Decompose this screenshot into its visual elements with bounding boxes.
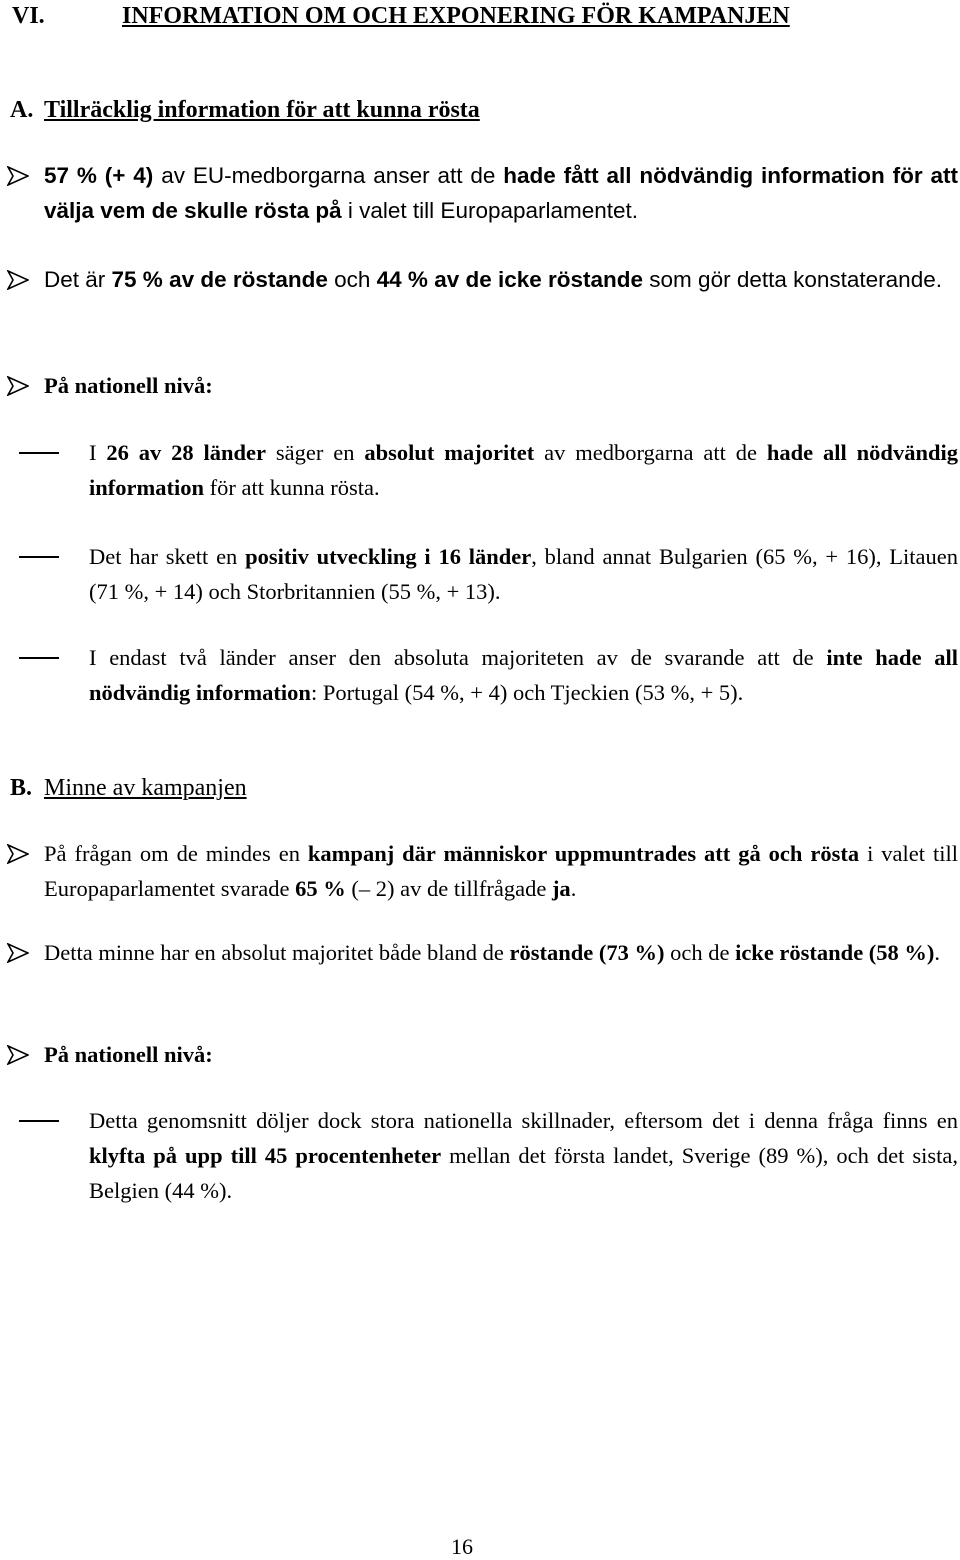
dash-text: Detta genomsnitt döljer dock stora nationella skillnader, eftersom det i denna fråga finns en bbox=[89, 1108, 958, 1133]
arrow-bullet-icon bbox=[7, 935, 31, 970]
dash-text: säger en bbox=[266, 440, 365, 465]
bullet-item bbox=[44, 935, 958, 970]
dash-text-bold: hade all nödvändig information bbox=[89, 440, 958, 500]
arrow-bullet-icon bbox=[7, 262, 31, 297]
bullet-text-bold: icke röstande (58 %) bbox=[735, 940, 935, 965]
subsection-letter: A. bbox=[10, 97, 34, 123]
subsection-letter: B. bbox=[10, 775, 33, 801]
dash-text: I endast två länder anser den absoluta majoriteten av de svarande att de bbox=[89, 645, 827, 670]
bullet-text-bold: På nationell nivå: bbox=[44, 373, 213, 398]
bullet-text: Detta minne har en absolut majoritet både bland de bbox=[44, 940, 510, 965]
bullet-text-bold: 57 % (+ 4) bbox=[44, 163, 154, 188]
bullet-text: och de bbox=[664, 940, 736, 965]
dash-text: mellan det första landet, Sverige (89 %), och det sista, Belgien (44 %). bbox=[89, 1143, 958, 1203]
bullet-text-bold: hade fått all nödvändig information för att välja vem de skulle rösta på bbox=[44, 163, 958, 223]
dash-text-bold: klyfta på upp till 45 procentenheter bbox=[89, 1143, 442, 1168]
dash-item bbox=[89, 539, 958, 609]
bullet-item bbox=[44, 1037, 958, 1072]
dash-bullet-icon bbox=[19, 452, 59, 454]
bullet-text-bold: kampanj där människor uppmuntrades att gå och rösta bbox=[307, 841, 860, 866]
arrow-bullet-icon bbox=[7, 368, 31, 403]
bullet-text-bold: På nationell nivå: bbox=[44, 1042, 213, 1067]
arrow-bullet-icon bbox=[7, 1037, 31, 1072]
bullet-text: som gör detta konstaterande. bbox=[643, 267, 942, 292]
bullet-text: (– 2) av de tillfrågade bbox=[345, 876, 552, 901]
bullet-text: . bbox=[934, 940, 941, 965]
bullet-text-bold: 75 % av de röstande bbox=[111, 267, 328, 292]
dash-item bbox=[89, 435, 958, 505]
dash-text: , bland annat Bulgarien (65 %, + 16), Litauen (71 %, + 14) och Storbritannien (55 %, + 13). bbox=[89, 544, 958, 604]
bullet-text-bold: ja bbox=[551, 876, 571, 901]
dash-bullet-icon bbox=[19, 556, 59, 558]
subsection-heading-a bbox=[10, 96, 480, 124]
dash-text: för att kunna rösta. bbox=[204, 475, 380, 500]
bullet-item bbox=[44, 368, 958, 403]
bullet-item bbox=[44, 836, 958, 906]
subsection-title: Minne av kampanjen bbox=[44, 775, 247, 801]
dash-text-bold: 26 av 28 länder bbox=[106, 440, 267, 465]
bullet-text-bold: 44 % av de icke röstande bbox=[376, 267, 644, 292]
dash-text-bold: inte hade all nödvändig information bbox=[89, 645, 959, 705]
dash-item bbox=[89, 640, 958, 710]
section-number: VI. bbox=[12, 3, 45, 29]
dash-text-bold: absolut majoritet bbox=[364, 440, 535, 465]
bullet-text: i valet till Europaparlamentet. bbox=[341, 198, 639, 223]
bullet-text: och bbox=[327, 267, 377, 292]
dash-text: I bbox=[89, 440, 107, 465]
bullet-text: Det är bbox=[44, 267, 112, 292]
bullet-text: På frågan om de mindes en bbox=[44, 841, 308, 866]
bullet-text-bold: röstande (73 %) bbox=[509, 940, 665, 965]
page-number: 16 bbox=[451, 1534, 473, 1559]
dash-text: Det har skett en bbox=[89, 544, 246, 569]
dash-item bbox=[89, 1103, 958, 1208]
arrow-bullet-icon bbox=[7, 836, 31, 871]
arrow-bullet-icon bbox=[7, 158, 31, 193]
dash-bullet-icon bbox=[19, 1120, 59, 1122]
bullet-text: . bbox=[570, 876, 577, 901]
bullet-text: av EU-medborgarna anser att de bbox=[153, 163, 504, 188]
dash-bullet-icon bbox=[19, 657, 59, 659]
dash-text-bold: positiv utveckling i 16 länder bbox=[245, 544, 532, 569]
section-heading bbox=[12, 2, 790, 30]
bullet-text-bold: 65 % bbox=[295, 876, 346, 901]
subsection-heading-b bbox=[10, 774, 247, 802]
bullet-item bbox=[44, 262, 958, 297]
bullet-text: i valet till Europaparlamentet svarade bbox=[44, 841, 958, 901]
subsection-title: Tillräcklig information för att kunna rösta bbox=[44, 97, 480, 123]
bullet-item bbox=[44, 158, 958, 228]
dash-text: av medborgarna att de bbox=[534, 440, 767, 465]
dash-text: : Portugal (54 %, + 4) och Tjeckien (53 %, + 5). bbox=[310, 680, 744, 705]
section-title: INFORMATION OM OCH EXPONERING FÖR KAMPANJEN bbox=[122, 3, 790, 29]
